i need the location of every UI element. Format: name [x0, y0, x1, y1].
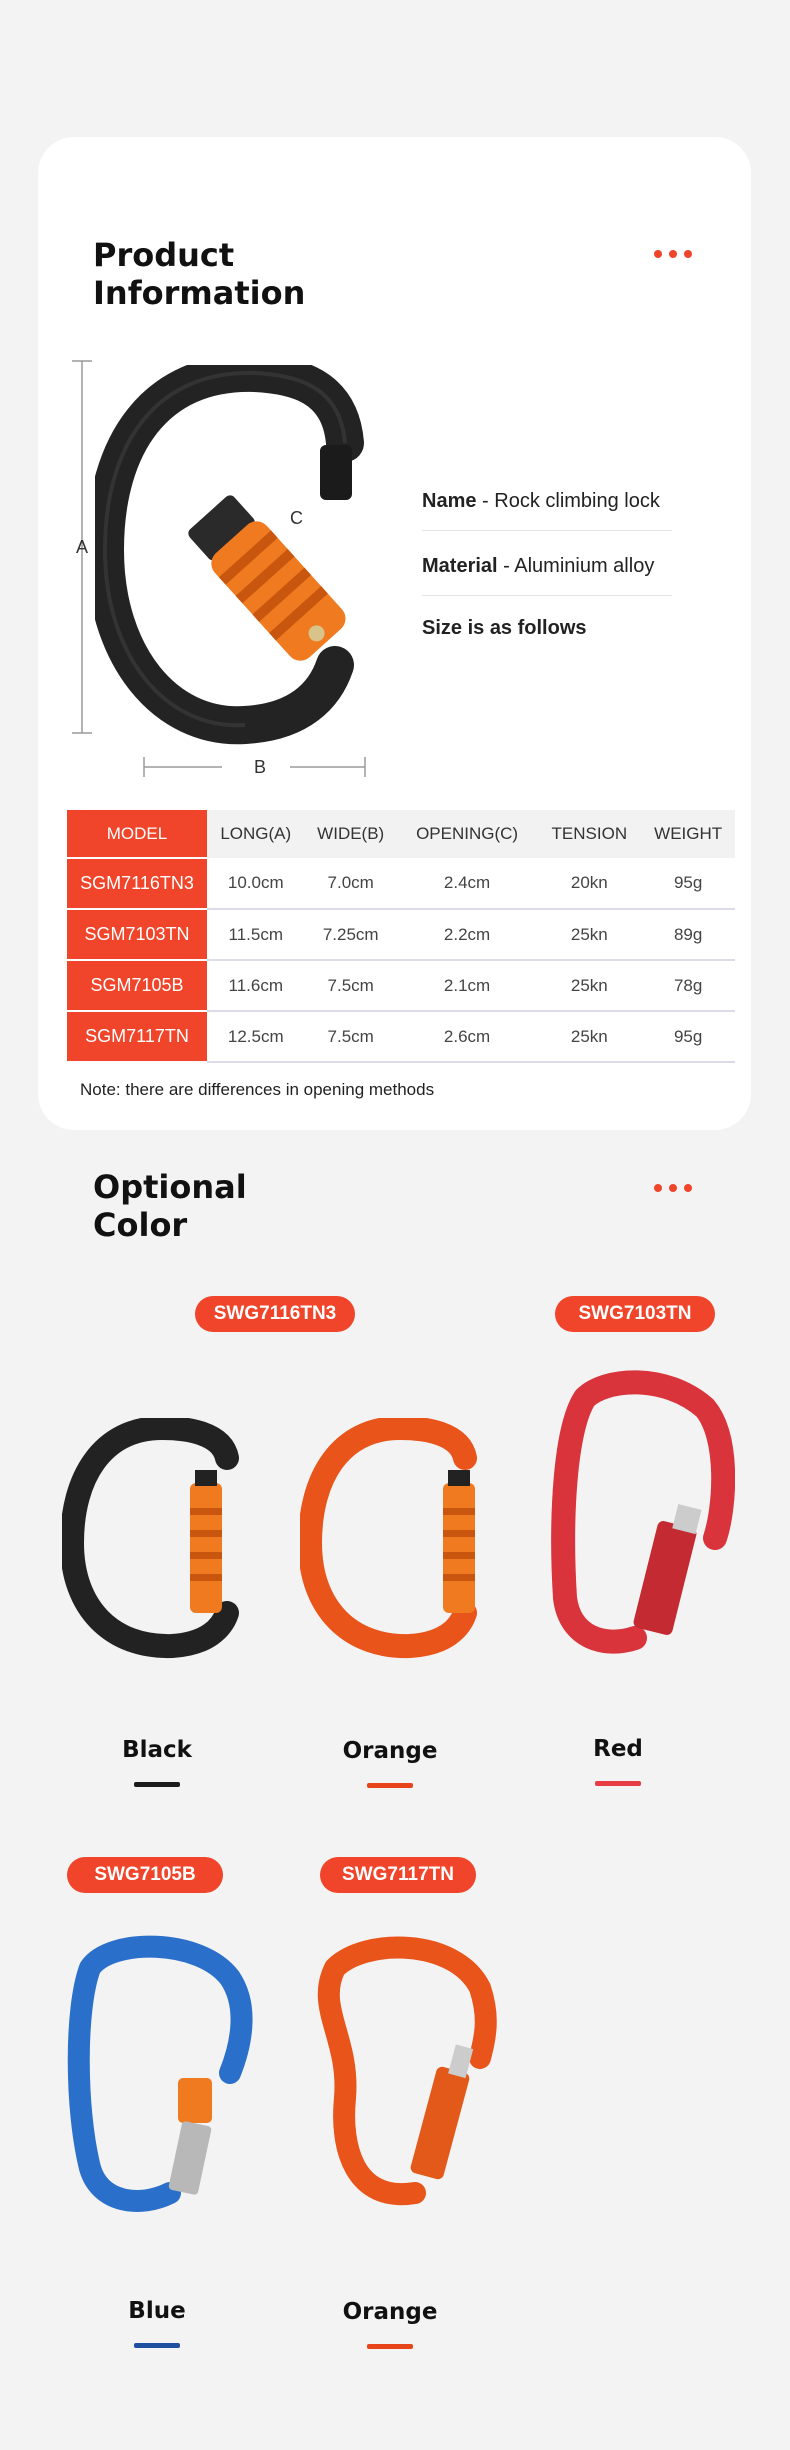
- carabiner-blue-image: [60, 1928, 260, 2213]
- model-badge: SWG7105B: [67, 1857, 223, 1893]
- dimension-a-label: A: [76, 537, 89, 557]
- product-info-title: [93, 236, 305, 312]
- color-name-red: Red: [593, 1736, 643, 1762]
- product-info-title-line1: Product: [93, 236, 235, 274]
- table-row: [67, 1011, 735, 1062]
- optional-color-title: [93, 1168, 247, 1244]
- table-header: OPENING(C): [397, 810, 537, 858]
- optional-color-title-line1: Optional: [93, 1168, 247, 1206]
- table-header: MODEL: [67, 810, 207, 858]
- more-dots-icon[interactable]: [654, 1184, 692, 1192]
- color-name-orange: Orange: [342, 1738, 438, 1764]
- color-underline-orange: [367, 1783, 413, 1788]
- table-header: TENSION: [537, 810, 641, 858]
- color-name-blue: Blue: [128, 2298, 186, 2324]
- color-underline-orange-2: [367, 2344, 413, 2349]
- table-cell: 25kn: [537, 960, 641, 1011]
- spec-divider: [422, 595, 672, 596]
- optional-color-title-line2: Color: [93, 1206, 188, 1244]
- table-cell: 11.6cm: [207, 960, 305, 1011]
- product-info-title-line2: Information: [93, 274, 306, 312]
- carabiner-black-image: [62, 1418, 252, 1663]
- table-cell: 2.2cm: [397, 909, 537, 960]
- table-cell-model: SGM7103TN: [67, 909, 207, 960]
- model-badge: SWG7116TN3: [195, 1296, 355, 1332]
- model-badge: SWG7103TN: [555, 1296, 715, 1332]
- carabiner-orange-2-image: [305, 1928, 505, 2213]
- color-underline-blue: [134, 2343, 180, 2348]
- table-cell: 2.4cm: [397, 858, 537, 909]
- table-cell: 78g: [641, 960, 735, 1011]
- table-cell: 7.0cm: [305, 858, 397, 909]
- spec-size-label: Size is as follows: [422, 617, 587, 639]
- table-cell: 20kn: [537, 858, 641, 909]
- color-underline-red: [595, 1781, 641, 1786]
- table-header: LONG(A): [207, 810, 305, 858]
- table-header: WIDE(B): [305, 810, 397, 858]
- dimension-b-label: B: [254, 757, 267, 777]
- spec-name-label: Name: [422, 490, 477, 512]
- carabiner-main-image: [95, 365, 375, 745]
- table-row: [67, 909, 735, 960]
- more-dots-icon[interactable]: [654, 250, 692, 258]
- table-cell: 7.5cm: [305, 1011, 397, 1062]
- spec-name: [422, 490, 660, 513]
- table-cell: 25kn: [537, 909, 641, 960]
- table-cell: 95g: [641, 858, 735, 909]
- table-row: [67, 858, 735, 909]
- table-cell: 12.5cm: [207, 1011, 305, 1062]
- table-cell: 25kn: [537, 1011, 641, 1062]
- spec-material-label: Material: [422, 555, 498, 577]
- spec-material: [422, 555, 654, 578]
- carabiner-orange-image: [300, 1418, 490, 1663]
- table-cell-model: SGM7116TN3: [67, 858, 207, 909]
- table-cell-model: SGM7117TN: [67, 1011, 207, 1062]
- color-name-orange-2: Orange: [342, 2299, 438, 2325]
- table-cell: 2.1cm: [397, 960, 537, 1011]
- opening-note: Note: there are differences in opening methods: [80, 1080, 435, 1099]
- table-cell-model: SGM7105B: [67, 960, 207, 1011]
- table-header-row: [67, 810, 735, 858]
- table-cell: 2.6cm: [397, 1011, 537, 1062]
- table-cell: 89g: [641, 909, 735, 960]
- table-cell: 7.5cm: [305, 960, 397, 1011]
- table-header: WEIGHT: [641, 810, 735, 858]
- spec-name-value: - Rock climbing lock: [482, 490, 660, 512]
- table-row: [67, 960, 735, 1011]
- color-name-black: Black: [122, 1737, 192, 1763]
- table-cell: 95g: [641, 1011, 735, 1062]
- spec-divider: [422, 530, 672, 531]
- table-cell: 7.25cm: [305, 909, 397, 960]
- carabiner-red-image: [545, 1368, 735, 1658]
- spec-table: [67, 810, 735, 1063]
- color-underline-black: [134, 1782, 180, 1787]
- model-badge: SWG7117TN: [320, 1857, 476, 1893]
- table-cell: 11.5cm: [207, 909, 305, 960]
- spec-size: [422, 617, 587, 640]
- dimension-c-label: C: [290, 508, 303, 528]
- spec-material-value: - Aluminium alloy: [503, 555, 655, 577]
- table-cell: 10.0cm: [207, 858, 305, 909]
